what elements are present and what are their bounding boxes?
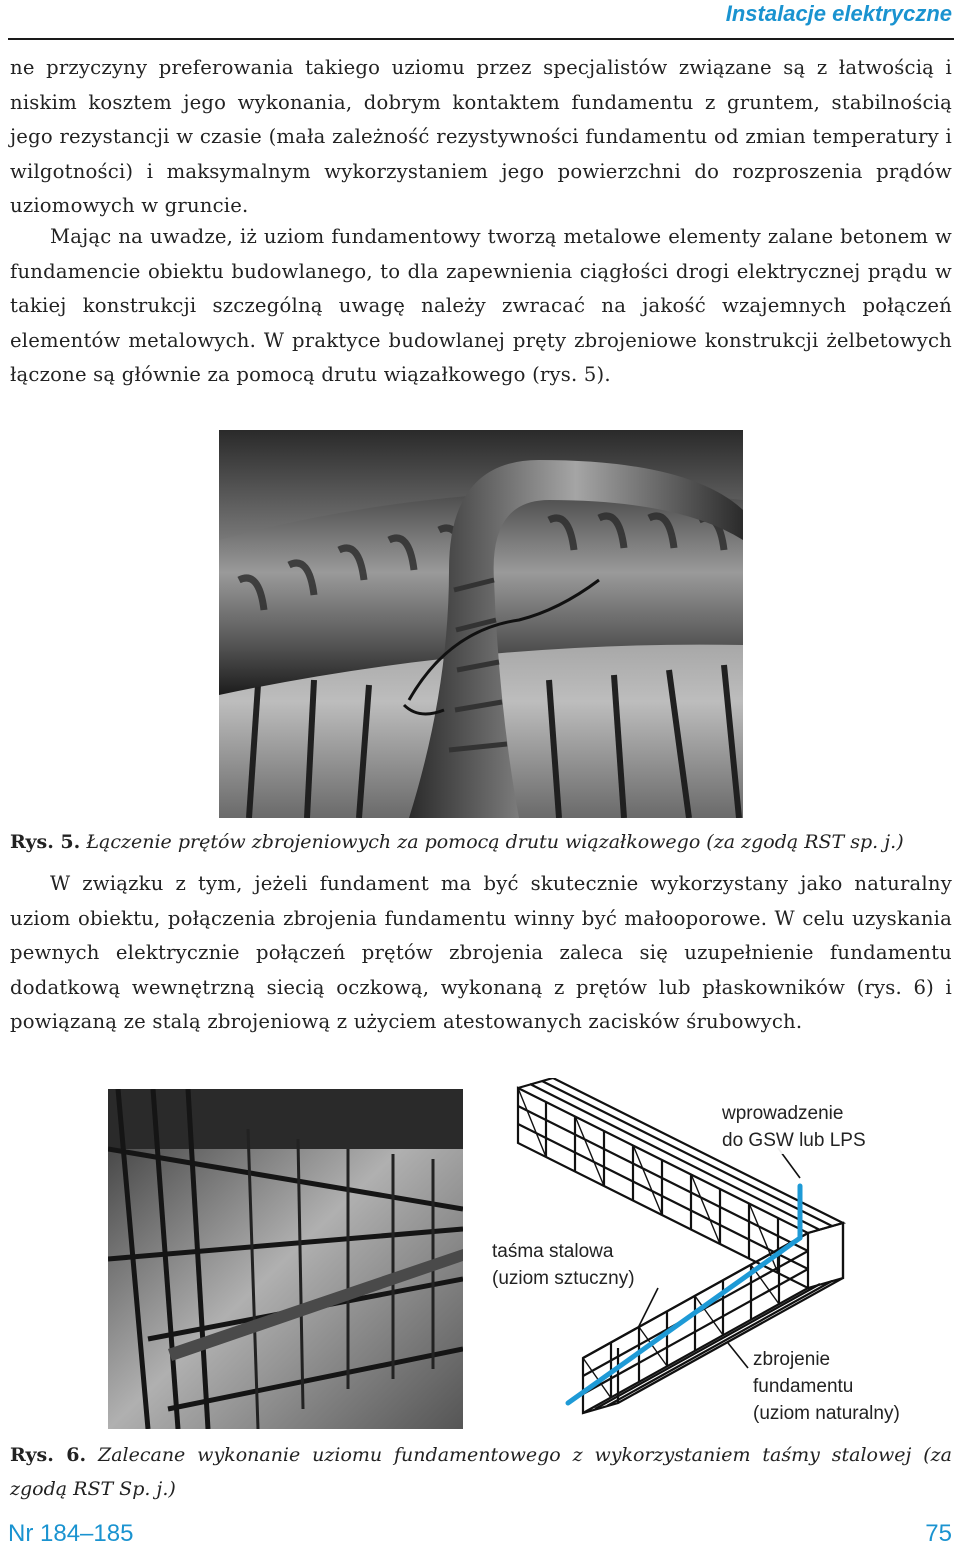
figure-6-label: Rys. 6. bbox=[10, 1444, 87, 1466]
label-rebar-line2: fundamentu bbox=[753, 1376, 854, 1397]
label-rebar-line3: (uziom naturalny) bbox=[753, 1403, 900, 1424]
page-number: 75 bbox=[925, 1520, 952, 1547]
foundation-mesh-diagram bbox=[478, 1078, 948, 1438]
label-lps-entry bbox=[720, 1100, 868, 1154]
label-foundation-rebar bbox=[751, 1346, 902, 1427]
paragraph-1: ne przyczyny preferowania takiego uziomu przez specjalistów związane są z łatwością i niskim kosztem jego wykonania, dobrym kontaktem fundamentu z gruntem, stabilnością jego rezystancji w czasie (mała zależność rezystywności fundamentu od zmian temperatury i wilgotności) i maksymalnym wykorzystaniem jego powierzchni do rozproszenia prądów uziomowych w gruncie. bbox=[10, 56, 952, 217]
paragraph-2: Mając na uwadze, iż uziom fundamentowy tworzą metalowe elementy zalane betonem w fundamencie obiektu budowlanego, to dla zapewnienia ciągłości drogi elektrycznej prądu w takiej konstrukcji szczególną uwagę należy zwracać na jakość wzajemnych połączeń elementów metalowych. W praktyce budowlanej pręty zbrojeniowe konstrukcji żelbetowych łączone są głównie za pomocą drutu wiązałkowego (rys. 5). bbox=[10, 225, 952, 386]
running-header: Instalacje elektryczne bbox=[725, 1, 952, 26]
figure-5-caption-text: Łączenie prętów zbrojeniowych za pomocą drutu wiązałkowego (za zgodą RST sp. j.) bbox=[86, 831, 904, 853]
paragraph-3: W związku z tym, jeżeli fundament ma być skutecznie wykorzystany jako naturalny uziom obiektu, połączenia zbrojenia fundamentu winny być małooporowe. W celu uzyskania pewnych elektrycznie połączeń prętów zbrojenia zaleca się uzupełnienie fundamentu dodatkową wewnętrzną siecią oczkową, wykonaną z prętów lub płaskowników (rys. 6) i powiązaną ze stalą zbrojeniową z użyciem atestowanych zacisków śrubowych. bbox=[10, 872, 952, 1033]
header-rule bbox=[8, 38, 954, 40]
figure-6-caption-text: Zalecane wykonanie uziomu fundamentowego z wykorzystaniem taśmy stalowej (za zgodą RST Sp. j.) bbox=[10, 1444, 953, 1500]
rebar-tie-photo bbox=[219, 430, 743, 818]
label-rebar-line1: zbrojenie bbox=[753, 1349, 831, 1370]
label-lps-line1: wprowadzenie bbox=[722, 1103, 844, 1124]
issue-number: Nr 184–185 bbox=[8, 1520, 134, 1547]
label-tape-line1: taśma stalowa bbox=[492, 1241, 614, 1262]
figure-5-caption bbox=[10, 825, 952, 859]
label-tape-line2: (uziom sztuczny) bbox=[492, 1268, 635, 1289]
label-steel-tape bbox=[490, 1238, 637, 1292]
label-lps-line2: do GSW lub LPS bbox=[722, 1130, 866, 1151]
foundation-rebar-photo bbox=[108, 1089, 463, 1429]
figure-6-caption bbox=[10, 1438, 952, 1506]
figure-5-label: Rys. 5. bbox=[10, 831, 81, 853]
